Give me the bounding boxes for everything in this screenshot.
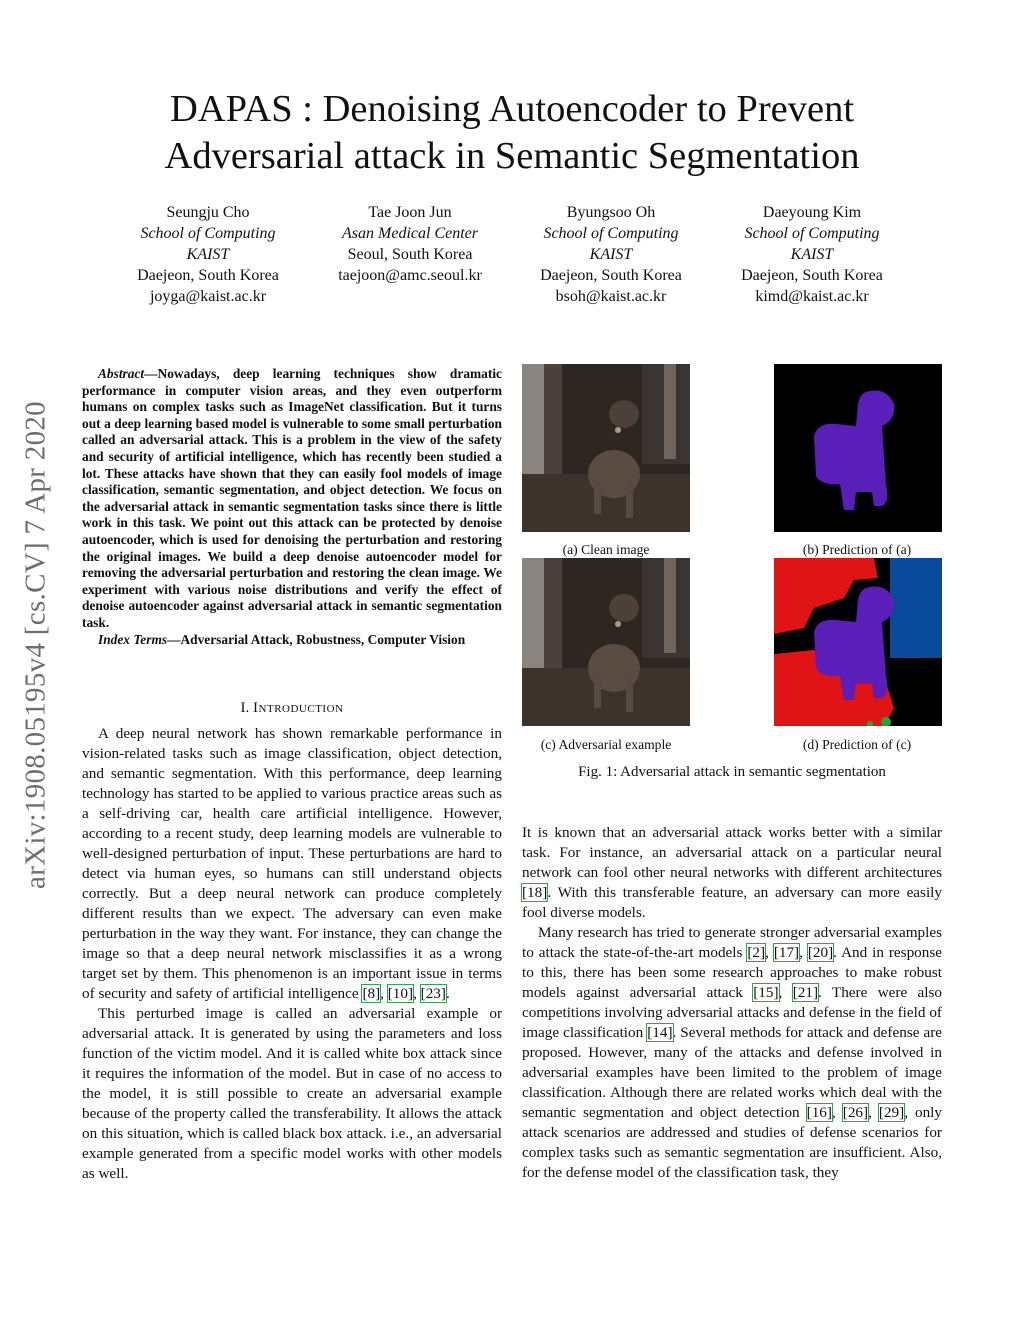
- abstract: [82, 366, 502, 648]
- paragraph: , only attack scenarios are addressed and studies of defense scenarios for complex tasks such as semantic segmentation are insufficient. Also, for the defense model of the classification task, they: [522, 1104, 942, 1181]
- paragraph: A deep neural network has shown remarkable performance in vision-related tasks such as image classification, object detection, and semantic segmentation. With this performance, deep learning technology has started to be applied to various practice areas such as a self-driving car, health care artificial intelligence. However, according to a recent study, deep learning models are vulnerable to well-designed perturbation of input. These perturbations are hard to detect via human eyes, so humans can still understand objects correctly. But a deep neural network can produce completely different results than we expect. The adversary can even make perturbation in the way they want. For instance, they can change the image so that a deep neural network misclassifies it as a wrong target set by them. This phenomenon is an important issue in terms of security and safety of artificial intelligence: [82, 725, 502, 1002]
- citation-link[interactable]: [29]: [878, 1104, 905, 1121]
- citation-link[interactable]: [17]: [773, 944, 800, 961]
- author-dept: School of Computing: [543, 225, 679, 242]
- author-location: Seoul, South Korea: [347, 246, 473, 263]
- author-location: Daejeon, South Korea: [741, 267, 883, 284]
- title-line-2: Adversarial attack in Semantic Segmentation: [164, 135, 860, 177]
- citation-link[interactable]: [2]: [747, 944, 766, 961]
- arxiv-stamp-text: arXiv:1908.05195v4 [cs.CV] 7 Apr 2020: [19, 401, 52, 889]
- author-email[interactable]: bsoh@kaist.ac.kr: [555, 288, 667, 305]
- paragraph: And in response to this, there has been some research approaches to make robust models against adversarial attack: [522, 944, 943, 1001]
- author-block: [108, 202, 308, 307]
- author-location: Daejeon, South Korea: [540, 267, 682, 284]
- paper-title: [0, 86, 1024, 180]
- title-line-1: DAPAS : Denoising Autoencoder to Prevent: [169, 88, 855, 130]
- author-dept: Asan Medical Center: [342, 225, 478, 242]
- author-dept: School of Computing: [744, 225, 880, 242]
- subcaption-a: (a) Clean image: [562, 542, 650, 557]
- author-email[interactable]: taejoon@amc.seoul.kr: [338, 267, 482, 284]
- author-block: [712, 202, 912, 307]
- author-org: KAIST: [186, 246, 230, 263]
- paragraph: There were also competitions involving adversarial attacks and defense in the field of image classification: [522, 984, 943, 1041]
- abstract-text: —Nowadays, deep learning techniques show dramatic performance in computer vision areas, and they even outperform humans on complex tasks such as ImageNet classification. But it turns out a deep learning based model is vulnerable to some small perturbation called an adversarial attack. This is a problem in the view of the safety and security of artificial intelligence, which has recently been studied a lot. These attacks have shown that they can easily fool models of image classification, semantic segmentation, and object detection. We focus on the adversarial attack in semantic segmentation tasks since there is little work in this task. We point out this attack can be protected by denoise autoencoder, which is used for denoising the perturbation and restoring the original images. We build a deep denoise autoencoder model for removing the adversarial perturbation and restoring the clean image. We experiment with various noise distributions and verify the effect of denoise autoencoder against adversarial attack in semantic segmentation task.: [82, 366, 502, 630]
- author-email[interactable]: kimd@kaist.ac.kr: [755, 288, 869, 305]
- section-number: I.: [240, 700, 250, 716]
- index-terms-text: —Adversarial Attack, Robustness, Computer Vision: [167, 631, 466, 647]
- figure-caption: Fig. 1: Adversarial attack in semantic segmentation: [578, 764, 886, 780]
- author-block: [511, 202, 711, 307]
- section-title: Introduction: [253, 700, 344, 716]
- abstract-label: Abstract: [98, 366, 145, 381]
- adversarial-image: [522, 558, 690, 726]
- citation-link[interactable]: [18]: [522, 884, 548, 901]
- subcaption-c: (c) Adversarial example: [540, 737, 672, 752]
- clean-image: [522, 364, 690, 532]
- author-org: KAIST: [589, 246, 633, 263]
- citation-link[interactable]: [23]: [420, 985, 446, 1002]
- citation-link[interactable]: [20]: [807, 944, 834, 961]
- author-name: Daeyoung Kim: [762, 204, 862, 221]
- paragraph: With this transferable feature, an adversary can more easily fool diverse models.: [522, 884, 942, 921]
- author-location: Daejeon, South Korea: [137, 267, 279, 284]
- author-name: Tae Joon Jun: [368, 204, 452, 221]
- subcaption-b: (b) Prediction of (a): [802, 542, 912, 557]
- paragraph: It is known that an adversarial attack works better with a similar task. For instance, an adversarial attack on a particular neural network can fool other neural networks with different architectures: [522, 824, 942, 881]
- author-dept: School of Computing: [140, 225, 276, 242]
- citation-link[interactable]: [26]: [842, 1104, 869, 1121]
- right-column-text: It is known that an adversarial attack works better with a similar task. For instance, an adversarial attack on a particular neural network can fool other neural networks with different architectures [18]. With this transferable feature, an adversary can more easily fool diverse models. Many research has tried to generate stronger adversarial examples to attack the state-of-the-art models [2], [17], [20]. And in response to this, there has been some research approaches to make robust models against adversarial attack [15], [21]. There were also competitions involving adversarial attacks and defense in the field of image classification [14]. Several methods for attack and defense are proposed. However, many of the attacks and defense involved in adversarial examples have been limited to the problem of image classification. Although there are related works which deal with the semantic segmentation and object detection [16], [26], [29], only attack scenarios are addressed and studies of defense scenarios for complex tasks such as semantic segmentation are insufficient. Also, for the defense model of the classification task, they: [522, 824, 943, 1181]
- section-heading: [82, 700, 502, 717]
- author-email[interactable]: joyga@kaist.ac.kr: [149, 288, 267, 305]
- paragraph: This perturbed image is called an adversarial example or adversarial attack. It is generated by using the parameters and loss function of the victim model. And it is called white box attack since it requires the information of the model. But in case of no access to the model, it is still possible to create an adversarial example because of the property called the transferability. It allows the attack on this situation, which is called black box attack. i.e., an adversarial example generated from a specific model works with other models as well.: [82, 1005, 502, 1182]
- author-name: Seungju Cho: [166, 204, 250, 221]
- prediction-clean: [774, 364, 942, 532]
- author-name: Byungsoo Oh: [566, 204, 656, 221]
- citation-link[interactable]: [16]: [806, 1104, 832, 1121]
- citation-link[interactable]: [15]: [753, 984, 779, 1001]
- arxiv-stamp: [10, 362, 62, 928]
- paragraph: Several methods for attack and defense are proposed. However, many of the attacks and defense involved in adversarial examples have been limited to the problem of image classification. Although there are related works which deal with the semantic segmentation and object detection: [522, 1024, 942, 1121]
- citation-link[interactable]: [8]: [362, 985, 381, 1002]
- prediction-adversarial: [774, 558, 942, 726]
- citation-link[interactable]: [10]: [387, 985, 414, 1002]
- citation-link[interactable]: [14]: [647, 1024, 673, 1041]
- subcaption-d: (d) Prediction of (c): [802, 737, 912, 752]
- citation-link[interactable]: [21]: [792, 984, 819, 1001]
- author-org: KAIST: [790, 246, 834, 263]
- paragraph: Many research has tried to generate stronger adversarial examples to attack the state-of-the-art models: [522, 924, 942, 961]
- index-terms-label: Index Terms: [98, 631, 168, 647]
- left-column-text: A deep neural network has shown remarkable performance in vision-related tasks such as image classification, object detection, and semantic segmentation. With this performance, deep learning technology has started to be applied to various practice areas such as a self-driving car, health care artificial intelligence. However, according to a recent study, deep learning models are vulnerable to well-designed perturbation of input. These perturbations are hard to detect via human eyes, so humans can still understand objects correctly. But a deep neural network can produce completely different results than we expect. The adversary can even make perturbation in the way they want. For instance, they can change the image so that a deep neural network misclassifies it as a wrong target set by them. This phenomenon is an important issue in terms of security and safety of artificial intelligence [8], [10], [23]. This perturbed image is called an adversarial example or adversarial attack. It is generated by using the parameters and loss function of the victim model. And it is called white box attack since it requires the information of the model. But in case of no access to the model, it is still possible to create an adversarial example because of the property called the transferability. It allows the attack on this situation, which is called black box attack. i.e., an adversarial example generated from a specific model works with other models as well.: [82, 725, 502, 1182]
- author-block: [310, 202, 510, 286]
